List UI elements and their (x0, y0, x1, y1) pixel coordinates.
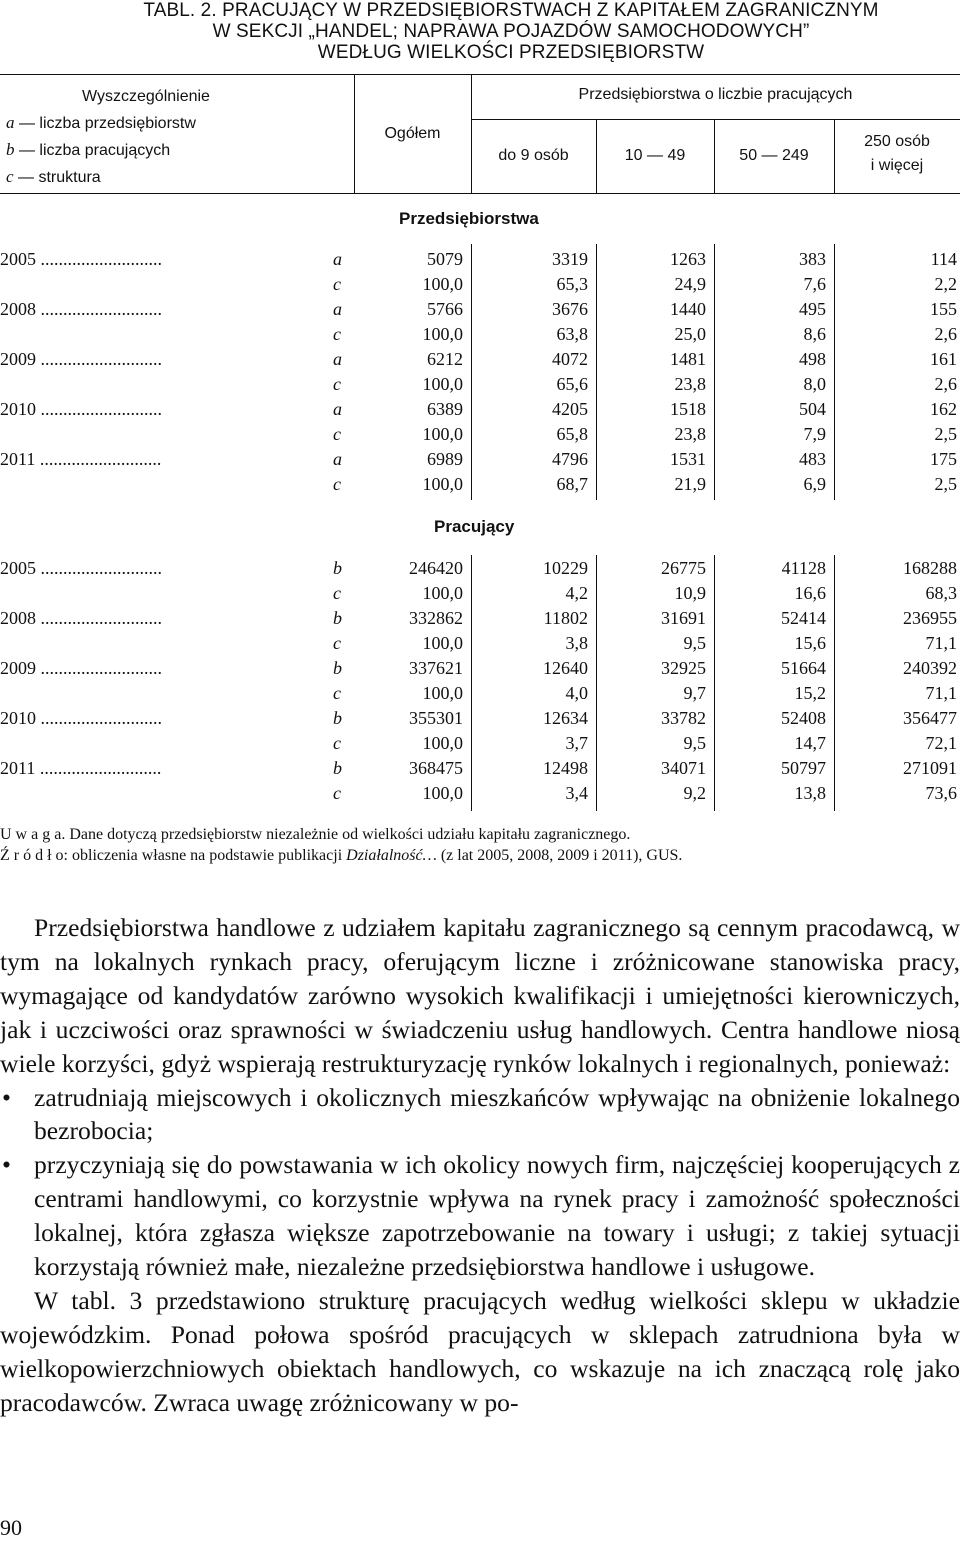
cell-do9: 65,6 (556, 374, 588, 394)
header-group: Przedsiębiorstwa o liczbie pracujących (578, 86, 853, 103)
note-zrodlo-text: obliczenia własne na podstawie publikacji (68, 847, 347, 864)
cell-do9: 4796 (552, 449, 588, 469)
cell-10-49: 31691 (661, 608, 706, 628)
list-item (0, 1081, 960, 1149)
row-year: 2011 ........................... (0, 449, 162, 469)
cell-250: 73,6 (925, 783, 957, 803)
header-total: Ogółem (384, 125, 441, 142)
row-letter: b (333, 558, 342, 578)
row-letter: c (333, 374, 341, 394)
row-letter: c (333, 583, 341, 603)
cell-ogolem: 6389 (427, 399, 463, 419)
cell-250: 114 (930, 249, 957, 269)
list-item-text: przyczyniają się do powstawania w ich okolicy nowych firm, najczęściej kooperujących z centrami handlowymi, co korzystnie wpływa na rynek pracy i zamożność społeczności lokalnej, która zgłasza większe zapotrzebowanie na towary i usługi; z takiej sytuacji korzystają również małe, niezależne przedsiębiorstwa handlowe i usługowe. (34, 1150, 960, 1282)
legend-letter: a (6, 113, 15, 132)
table-row (0, 422, 960, 447)
legend-item-c (6, 164, 346, 191)
row-letter: c (333, 474, 341, 494)
cell-50-249: 50797 (781, 758, 826, 778)
cell-250: 240392 (903, 658, 957, 678)
legend-text: — liczba przedsiębiorstw (18, 115, 196, 132)
row-year: 2009 ........................... (0, 658, 162, 678)
cell-50-249: 498 (799, 349, 826, 369)
cell-10-49: 1440 (670, 299, 706, 319)
cell-10-49: 21,9 (674, 474, 706, 494)
legend-heading: Wyszczególnienie (82, 88, 210, 105)
cell-50-249: 52414 (781, 608, 826, 628)
cell-ogolem: 100,0 (422, 324, 463, 344)
cell-250: 2,5 (934, 474, 957, 494)
row-year: 2010 ........................... (0, 399, 162, 419)
cell-ogolem: 100,0 (422, 633, 463, 653)
cell-10-49: 9,2 (683, 783, 706, 803)
row-letter: c (333, 683, 341, 703)
cell-do9: 65,8 (556, 424, 588, 444)
cell-ogolem: 337621 (409, 658, 463, 678)
cell-ogolem: 6989 (427, 449, 463, 469)
cell-do9: 10229 (543, 558, 588, 578)
legend-text: — struktura (18, 169, 101, 186)
cell-ogolem: 100,0 (422, 474, 463, 494)
legend-item-b (6, 137, 346, 164)
note-zrodlo-publication: Działalność… (346, 847, 437, 864)
cell-10-49: 9,5 (683, 733, 706, 753)
cell-do9: 4072 (552, 349, 588, 369)
cell-do9: 11802 (543, 608, 588, 628)
cell-do9: 12498 (543, 758, 588, 778)
cell-250: 72,1 (925, 733, 957, 753)
row-year: 2005 ........................... (0, 249, 162, 269)
row-letter: b (333, 658, 342, 678)
table-row (0, 272, 960, 297)
cell-do9: 3676 (552, 299, 588, 319)
row-year: 2011 ........................... (0, 758, 162, 778)
table-row (0, 322, 960, 347)
table-row (0, 581, 960, 606)
table-row (0, 706, 960, 731)
table-row (0, 556, 960, 581)
header-group-divider (471, 119, 960, 120)
row-letter: c (333, 424, 341, 444)
row-letter: c (333, 274, 341, 294)
table-title-line-3: WEDŁUG WIELKOŚCI PRZEDSIĘBIORSTW (317, 42, 705, 63)
note-zrodlo (0, 845, 682, 866)
header-col-50-249: 50 — 249 (739, 147, 809, 164)
row-letter: a (333, 299, 342, 319)
row-year: 2010 ........................... (0, 708, 162, 728)
row-letter: b (333, 608, 342, 628)
header-col-250 (834, 130, 960, 178)
table-row (0, 781, 960, 806)
cell-10-49: 25,0 (674, 324, 706, 344)
cell-do9: 3,4 (565, 783, 588, 803)
cell-ogolem: 6212 (427, 349, 463, 369)
row-letter: b (333, 758, 342, 778)
row-letter: c (333, 733, 341, 753)
cell-50-249: 15,2 (794, 683, 826, 703)
cell-10-49: 34071 (661, 758, 706, 778)
cell-10-49: 9,5 (683, 633, 706, 653)
table-row (0, 297, 960, 322)
bullet-icon: • (2, 1082, 11, 1112)
cell-ogolem: 100,0 (422, 274, 463, 294)
table-row (0, 631, 960, 656)
cell-ogolem: 100,0 (422, 583, 463, 603)
table-row (0, 397, 960, 422)
cell-250: 155 (930, 299, 957, 319)
cell-ogolem: 100,0 (422, 424, 463, 444)
cell-250: 2,6 (934, 374, 957, 394)
table-row (0, 372, 960, 397)
row-year: 2008 ........................... (0, 608, 162, 628)
header-col-250-line-1: 250 osób (864, 133, 930, 150)
cell-do9: 12640 (543, 658, 588, 678)
cell-50-249: 383 (799, 249, 826, 269)
cell-50-249: 8,6 (803, 324, 826, 344)
table-row (0, 681, 960, 706)
cell-10-49: 32925 (661, 658, 706, 678)
cell-10-49: 1263 (670, 249, 706, 269)
table-row (0, 347, 960, 372)
row-letter: c (333, 324, 341, 344)
cell-50-249: 41128 (781, 558, 826, 578)
bullet-icon: • (2, 1150, 11, 1180)
header-col-10-49: 10 — 49 (624, 147, 686, 164)
cell-ogolem: 5079 (427, 249, 463, 269)
cell-50-249: 7,9 (803, 424, 826, 444)
list-item (0, 1148, 960, 1284)
table-row (0, 247, 960, 272)
cell-do9: 3319 (552, 249, 588, 269)
note-uwaga-label: U w a g a. (0, 826, 66, 843)
cell-do9: 4,2 (565, 583, 588, 603)
table-row (0, 606, 960, 631)
cell-50-249: 51664 (781, 658, 826, 678)
cell-10-49: 1531 (670, 449, 706, 469)
paragraph: W tabl. 3 przedstawiono strukturę pracujących według wielkości sklepu w układzie wojewódzkim. Ponad połowa spośród pracujących w sklepach zatrudniona była w wielkopowierzchniowych obiektach handlowych, co wskazuje na ich znaczącą rolę jako pracodawców. Zwraca uwagę zróżnicowany w po- (0, 1285, 960, 1417)
cell-10-49: 23,8 (674, 424, 706, 444)
legend-letter: b (6, 140, 15, 159)
cell-50-249: 8,0 (803, 374, 826, 394)
cell-250: 68,3 (925, 583, 957, 603)
note-zrodlo-text-end: (z lat 2005, 2008, 2009 i 2011), GUS. (436, 847, 683, 864)
cell-50-249: 15,6 (794, 633, 826, 653)
row-letter: a (333, 449, 342, 469)
row-letter: c (333, 633, 341, 653)
row-letter: a (333, 349, 342, 369)
row-year: 2005 ........................... (0, 558, 162, 578)
cell-10-49: 1518 (670, 399, 706, 419)
page-number: 90 (0, 1515, 22, 1540)
section-label-przedsiebiorstwa: Przedsiębiorstwa (399, 209, 539, 228)
legend-text: — liczba pracujących (18, 142, 171, 159)
cell-10-49: 26775 (661, 558, 706, 578)
header-col-do9: do 9 osób (498, 147, 569, 164)
cell-50-249: 483 (799, 449, 826, 469)
cell-10-49: 10,9 (674, 583, 706, 603)
table-row (0, 472, 960, 497)
cell-ogolem: 368475 (409, 758, 463, 778)
cell-ogolem: 355301 (409, 708, 463, 728)
cell-250: 168288 (903, 558, 957, 578)
cell-do9: 4205 (552, 399, 588, 419)
cell-50-249: 16,6 (794, 583, 826, 603)
cell-10-49: 9,7 (683, 683, 706, 703)
row-letter: c (333, 783, 341, 803)
legend-item-a (6, 110, 346, 137)
cell-do9: 3,7 (565, 733, 588, 753)
body-text (0, 911, 960, 1420)
cell-ogolem: 100,0 (422, 733, 463, 753)
cell-50-249: 504 (799, 399, 826, 419)
note-uwaga (0, 824, 682, 845)
cell-250: 236955 (903, 608, 957, 628)
cell-10-49: 24,9 (674, 274, 706, 294)
cell-250: 356477 (903, 708, 957, 728)
header-legend (6, 84, 346, 191)
header-col-250-line-2: i więcej (870, 157, 924, 174)
table-row (0, 656, 960, 681)
cell-50-249: 14,7 (794, 733, 826, 753)
note-zrodlo-label: Ź r ó d ł o: (0, 847, 68, 864)
table-row (0, 447, 960, 472)
cell-250: 2,6 (934, 324, 957, 344)
cell-250: 71,1 (925, 633, 957, 653)
table-title-line-1: TABL. 2. PRACUJĄCY W PRZEDSIĘBIORSTWACH Z KAPITAŁEM ZAGRANICZNYM (143, 0, 879, 21)
section-label-pracujacy: Pracujący (434, 517, 515, 536)
cell-ogolem: 5766 (427, 299, 463, 319)
cell-250: 175 (930, 449, 957, 469)
cell-250: 2,2 (934, 274, 957, 294)
legend-letter: c (6, 167, 14, 186)
cell-do9: 68,7 (556, 474, 588, 494)
cell-50-249: 495 (799, 299, 826, 319)
row-letter: b (333, 708, 342, 728)
table-row (0, 731, 960, 756)
bullet-list (0, 1081, 960, 1284)
cell-50-249: 13,8 (794, 783, 826, 803)
cell-ogolem: 100,0 (422, 783, 463, 803)
table-header (0, 74, 960, 194)
cell-do9: 3,8 (565, 633, 588, 653)
table-title-line-2: W SEKCJI „HANDEL; NAPRAWA POJAZDÓW SAMOCHODOWYCH” (212, 21, 810, 42)
row-letter: a (333, 399, 342, 419)
table-notes (0, 824, 682, 866)
table-row (0, 756, 960, 781)
cell-250: 162 (930, 399, 957, 419)
cell-ogolem: 332862 (409, 608, 463, 628)
cell-do9: 4,0 (565, 683, 588, 703)
row-letter: a (333, 249, 342, 269)
cell-do9: 12634 (543, 708, 588, 728)
cell-do9: 63,8 (556, 324, 588, 344)
cell-ogolem: 246420 (409, 558, 463, 578)
list-item-text: zatrudniają miejscowych i okolicznych mieszkańców wpływając na obniżenie lokalnego bezrobocia; (34, 1082, 960, 1146)
cell-10-49: 23,8 (674, 374, 706, 394)
paragraph: Przedsiębiorstwa handlowe z udziałem kapitału zagranicznego są cennym pracodawcą, w tym na lokalnych rynkach pracy, oferującym liczne i zróżnicowane stanowiska pracy, wymagające od kandydatów zarówno wysokich kwalifikacji i umiejętności kierowniczych, jak i uczciwości oraz sprawności w świadczeniu usług handlowych. Centra handlowe niosą wiele korzyści, gdyż wspierają restrukturyzację rynków lokalnych i regionalnych, ponieważ: (0, 913, 960, 1078)
cell-50-249: 52408 (781, 708, 826, 728)
cell-50-249: 6,9 (803, 474, 826, 494)
row-year: 2008 ........................... (0, 299, 162, 319)
cell-250: 161 (930, 349, 957, 369)
cell-250: 271091 (903, 758, 957, 778)
cell-ogolem: 100,0 (422, 683, 463, 703)
cell-10-49: 1481 (670, 349, 706, 369)
row-year: 2009 ........................... (0, 349, 162, 369)
table-title (62, 0, 960, 63)
note-uwaga-text: Dane dotyczą przedsiębiorstw niezależnie od wielkości udziału kapitału zagranicznego. (65, 826, 631, 843)
cell-do9: 65,3 (556, 274, 588, 294)
cell-250: 2,5 (934, 424, 957, 444)
cell-50-249: 7,6 (803, 274, 826, 294)
cell-250: 71,1 (925, 683, 957, 703)
cell-ogolem: 100,0 (422, 374, 463, 394)
cell-10-49: 33782 (661, 708, 706, 728)
